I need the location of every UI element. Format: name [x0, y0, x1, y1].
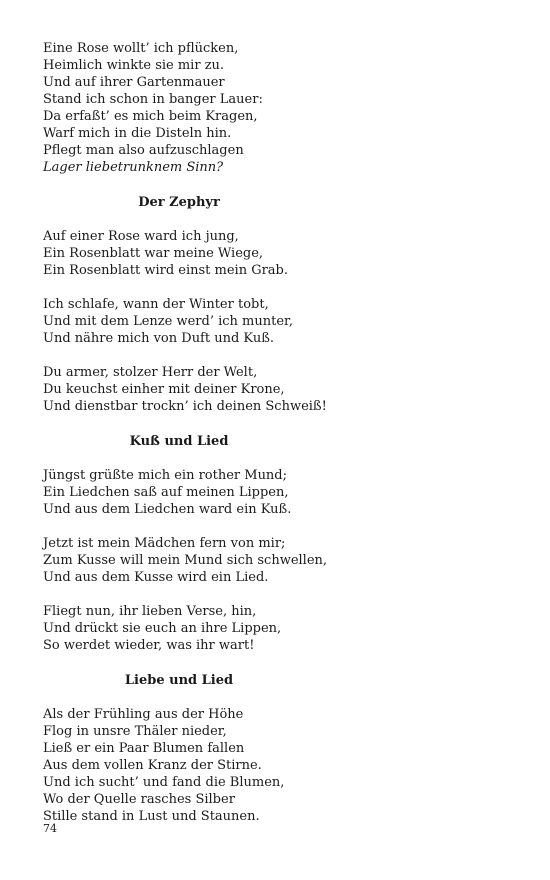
verse-line: Auf einer Rose ward ich jung, [43, 229, 239, 244]
verse-line: Und nähre mich von Duft und Kuß. [43, 331, 275, 346]
verse-line: Und ich sucht’ und fand die Blumen, [43, 775, 285, 790]
verse-line: Ein Rosenblatt wird einst mein Grab. [43, 263, 289, 278]
verse-line: Und auf ihrer Gartenmauer [43, 75, 225, 90]
verse-line: Jüngst grüßte mich ein rother Mund; [43, 468, 288, 483]
verse-line: Und drückt sie euch an ihre Lippen, [43, 621, 282, 636]
stanza [43, 296, 315, 347]
verse-line: Und mit dem Lenze werd’ ich munter, [43, 314, 293, 329]
verse-line: Und aus dem Kusse wird ein Lied. [43, 570, 269, 585]
poem-continuation [43, 40, 315, 176]
verse-line: Ließ er ein Paar Blumen fallen [43, 741, 245, 756]
verse-line: Lager liebetrunknem Sinn? [43, 160, 224, 175]
verse-line: Du armer, stolzer Herr der Welt, [43, 365, 258, 380]
stanza [43, 467, 315, 518]
verse-line: Du keuchst einher mit deiner Krone, [43, 382, 285, 397]
stanza [43, 364, 327, 415]
verse-line: Aus dem vollen Kranz der Stirne. [43, 758, 262, 773]
verse-line: Zum Kusse will mein Mund sich schwellen, [43, 553, 328, 568]
verse-line: So werdet wieder, was ihr wart! [43, 638, 255, 653]
verse-line: Ein Rosenblatt war meine Wiege, [43, 246, 264, 261]
poem-liebe-und-lied [43, 672, 315, 825]
poem-title: Liebe und Lied [124, 673, 234, 688]
stanza [43, 228, 315, 279]
verse-line: Stille stand in Lust und Staunen. [43, 809, 260, 824]
verse-line: Eine Rose wollt’ ich pflücken, [43, 41, 239, 56]
stanza [43, 603, 315, 654]
verse-line: Fliegt nun, ihr lieben Verse, hin, [43, 604, 257, 619]
verse-line: Stand ich schon in banger Lauer: [43, 92, 263, 107]
poem-title: Der Zephyr [138, 195, 220, 210]
verse-line: Und dienstbar trockn’ ich deinen Schweiß! [43, 399, 327, 414]
stanza [43, 706, 315, 825]
verse-line: Als der Frühling aus der Höhe [43, 707, 244, 722]
verse-line: Da erfaßt’ es mich beim Kragen, [43, 109, 258, 124]
verse-line: Jetzt ist mein Mädchen fern von mir; [43, 536, 286, 551]
verse-line: Warf mich in die Disteln hin. [43, 126, 232, 141]
verse-line: Und aus dem Liedchen ward ein Kuß. [43, 502, 292, 517]
poem-kuss-und-lied [43, 433, 328, 654]
poem-der-zephyr [43, 194, 327, 415]
page-number: 74 [43, 822, 57, 835]
verse-line: Heimlich winkte sie mir zu. [43, 58, 225, 73]
verse-line: Wo der Quelle rasches Silber [43, 792, 235, 807]
stanza [43, 535, 328, 586]
verse-line: Ein Liedchen saß auf meinen Lippen, [43, 485, 289, 500]
poem-title: Kuß und Lied [129, 434, 229, 449]
page-body [43, 40, 328, 825]
stanza [43, 40, 315, 176]
verse-line: Pflegt man also aufzuschlagen [43, 143, 244, 158]
verse-line: Ich schlafe, wann der Winter tobt, [43, 297, 269, 312]
verse-line: Flog in unsre Thäler nieder, [43, 724, 227, 739]
